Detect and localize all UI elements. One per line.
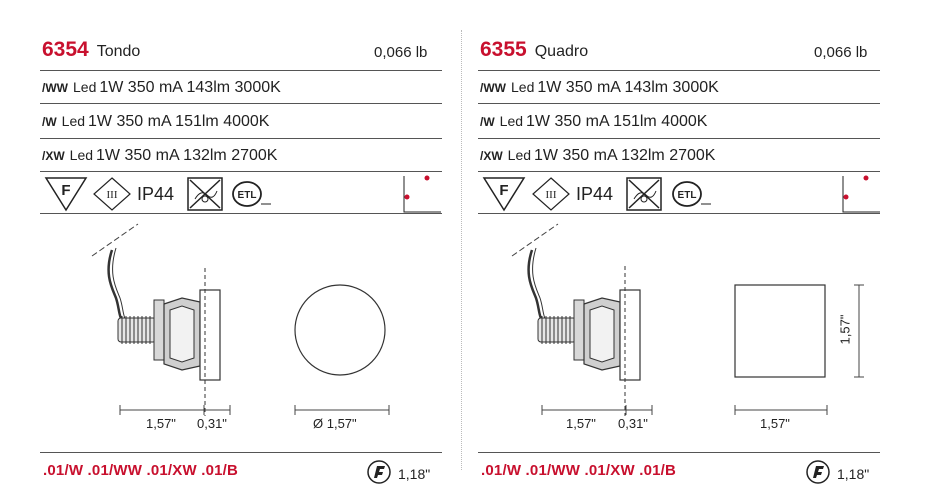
divider xyxy=(40,70,442,71)
divider xyxy=(40,213,442,214)
wall-mount-icon xyxy=(842,174,882,214)
diameter-dimension: Ø 1,57" xyxy=(313,416,357,431)
finish-codes: .01/W .01/WW .01/XW .01/B xyxy=(481,462,677,479)
led-label: Led xyxy=(511,79,535,95)
product-header xyxy=(42,38,140,66)
etl-listed-icon xyxy=(669,180,713,208)
no-insulation-cover-icon xyxy=(187,177,223,211)
width-dimension-line xyxy=(733,402,833,416)
led-spec: 1W 350 mA 132lm 2700K xyxy=(534,147,716,164)
led-spec: 1W 350 mA 132lm 2700K xyxy=(96,147,278,164)
product-name: Tondo xyxy=(96,43,141,60)
divider xyxy=(40,138,442,139)
led-spec-row xyxy=(480,72,719,102)
ip-rating: IP44 xyxy=(576,184,614,204)
divider xyxy=(478,171,880,172)
etl-label: ETL xyxy=(237,190,257,201)
led-spec: 1W 350 mA 143lm 3000K xyxy=(99,79,281,96)
led-label: Led xyxy=(507,147,532,163)
divider xyxy=(40,452,442,453)
variant-tag: /WW xyxy=(42,81,68,95)
depth-dimension: 1,57" xyxy=(146,416,176,431)
depth-dimension-line xyxy=(540,402,660,416)
height-dimension-line xyxy=(852,282,866,380)
depth-dimension-line xyxy=(118,402,238,416)
class-iii-icon xyxy=(93,177,131,211)
led-spec: 1W 350 mA 143lm 3000K xyxy=(537,79,719,96)
side-view-drawing xyxy=(510,222,670,418)
product-panel-6355 xyxy=(462,0,929,495)
product-code: 6354 xyxy=(42,38,89,61)
led-spec: 1W 350 mA 151lm 4000K xyxy=(526,113,708,130)
f-mark-icon xyxy=(44,176,88,212)
product-weight: 0,066 lb xyxy=(374,44,428,61)
divider xyxy=(478,213,880,214)
class-iii-icon xyxy=(532,177,570,211)
ip-rating: IP44 xyxy=(137,184,175,204)
front-view-square xyxy=(732,282,832,382)
variant-tag: /W xyxy=(480,115,495,129)
etl-label: ETL xyxy=(677,190,697,201)
beam-value: 1,18" xyxy=(398,466,431,482)
f-mark-icon xyxy=(482,176,526,212)
etl-listed-icon xyxy=(229,180,273,208)
no-insulation-cover-icon xyxy=(626,177,662,211)
beam-value: 1,18" xyxy=(837,466,870,482)
variant-tag: /WW xyxy=(480,81,506,95)
divider xyxy=(40,103,442,104)
divider xyxy=(478,70,880,71)
product-header xyxy=(480,38,588,66)
divider xyxy=(478,452,880,453)
variant-tag: /XW xyxy=(42,149,65,163)
led-label: Led xyxy=(73,79,97,95)
led-label: Led xyxy=(69,147,94,163)
plate-dimension: 0,31" xyxy=(197,416,227,431)
led-spec-row xyxy=(42,106,269,136)
led-label: Led xyxy=(499,113,524,129)
beam-angle-icon xyxy=(806,460,830,484)
f-mark-label: F xyxy=(61,182,71,199)
product-weight: 0,066 lb xyxy=(814,44,868,61)
wall-mount-icon xyxy=(403,174,443,214)
led-spec-row xyxy=(480,140,715,170)
led-spec-row xyxy=(42,72,281,102)
variant-tag: /W xyxy=(42,115,57,129)
product-panel-6354 xyxy=(0,0,460,495)
variant-tag: /XW xyxy=(480,149,503,163)
led-spec-row xyxy=(42,140,277,170)
height-dimension: 1,57" xyxy=(837,314,853,345)
product-name: Quadro xyxy=(534,43,589,60)
f-mark-label: F xyxy=(499,182,509,199)
front-view-circle xyxy=(290,282,390,382)
beam-angle-icon xyxy=(367,460,391,484)
plate-dimension: 0,31" xyxy=(618,416,648,431)
class-label: III xyxy=(106,189,118,201)
width-dimension: 1,57" xyxy=(760,416,790,431)
led-label: Led xyxy=(61,113,86,129)
divider xyxy=(478,138,880,139)
depth-dimension: 1,57" xyxy=(566,416,596,431)
side-view-drawing xyxy=(90,218,250,418)
divider xyxy=(40,171,442,172)
finish-codes: .01/W .01/WW .01/XW .01/B xyxy=(43,462,239,479)
divider xyxy=(478,103,880,104)
diameter-dimension-line xyxy=(293,402,393,416)
led-spec-row xyxy=(480,106,707,136)
led-spec: 1W 350 mA 151lm 4000K xyxy=(88,113,270,130)
class-label: III xyxy=(545,189,557,201)
product-code: 6355 xyxy=(480,38,527,61)
